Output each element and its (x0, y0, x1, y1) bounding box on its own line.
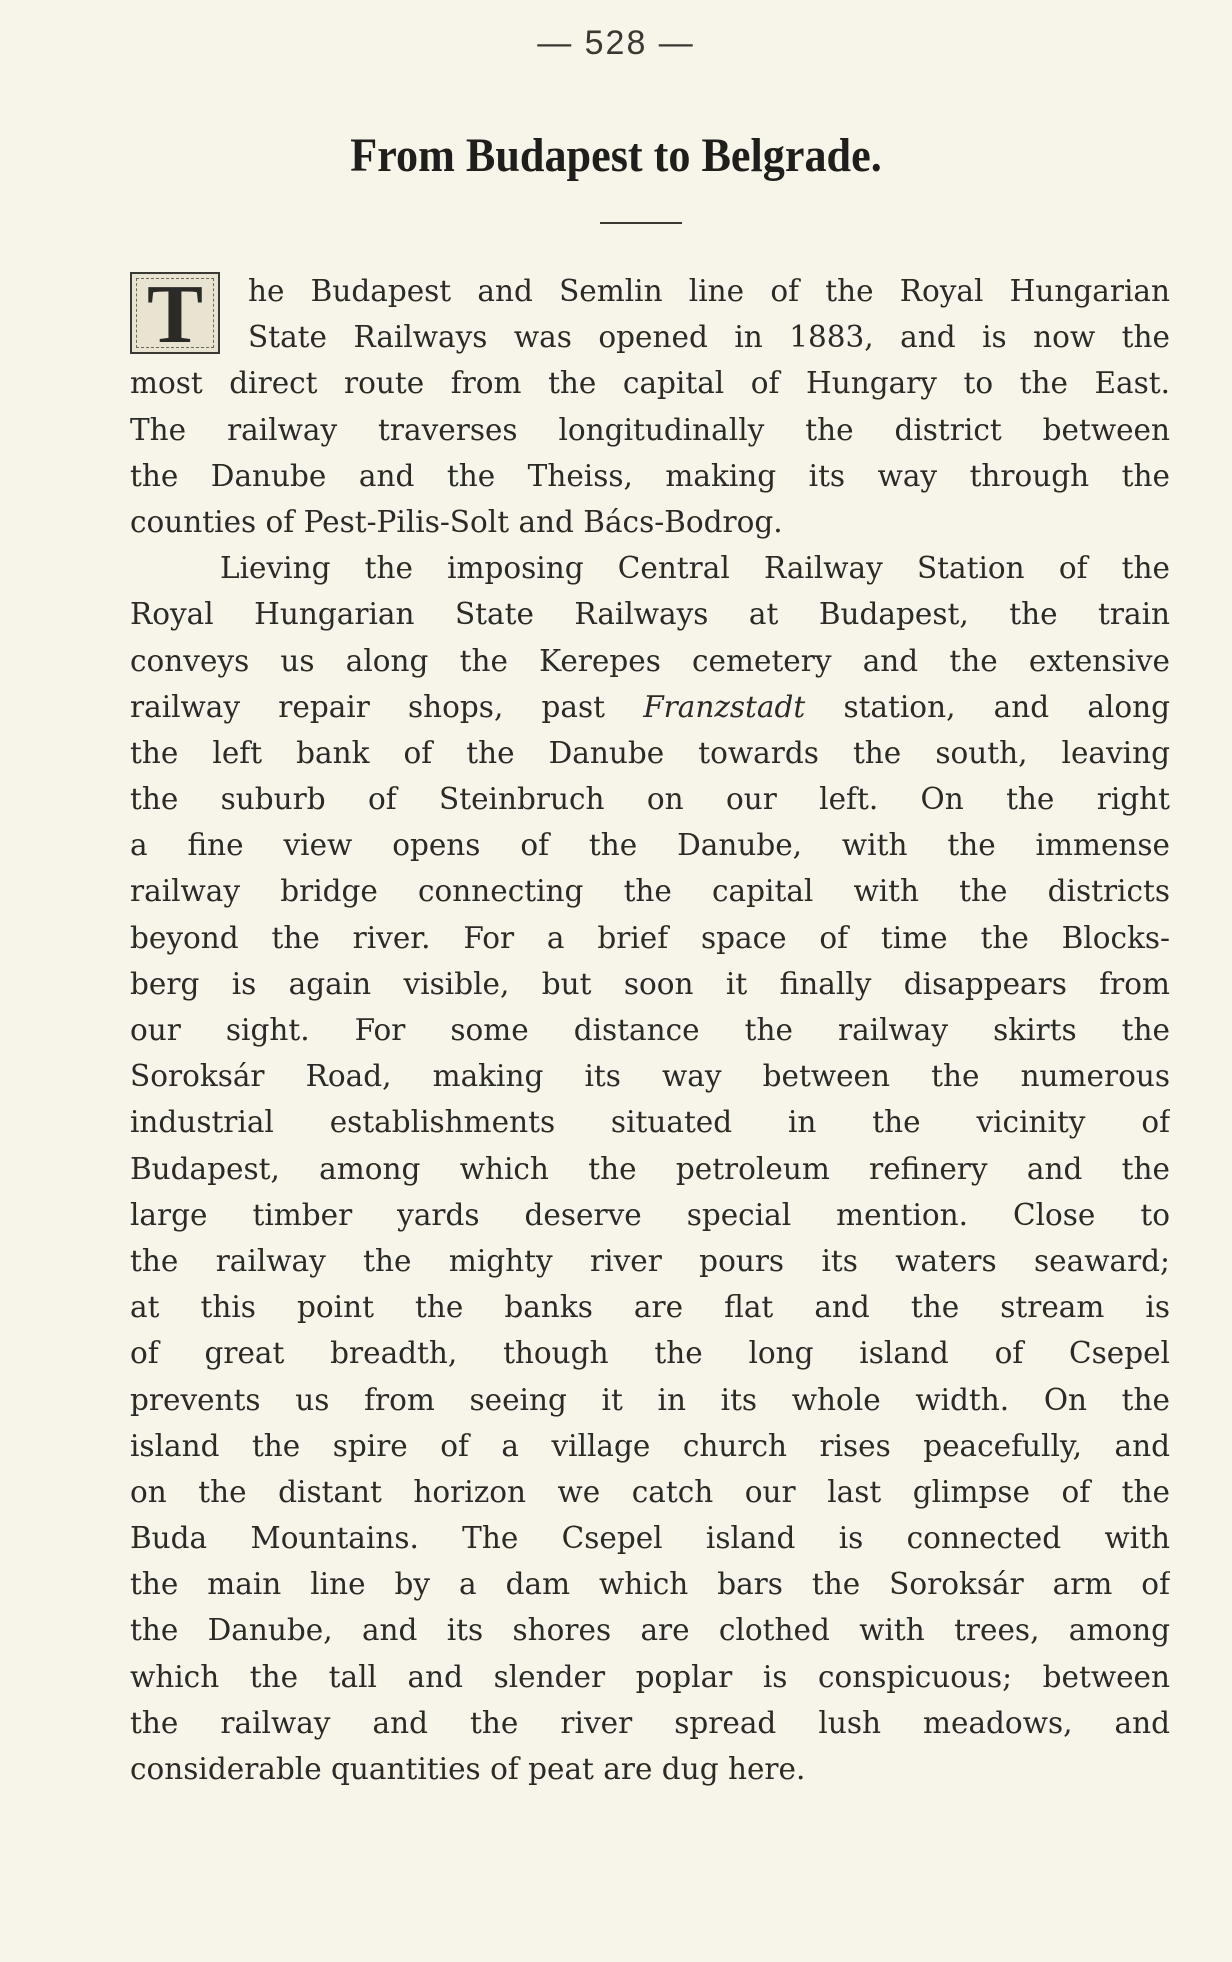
page-number: — 528 — (537, 24, 695, 62)
text-line: Lieving the imposing Central Railway Station of the (220, 551, 1170, 586)
text-line: of great breadth, though the long island of Csepel (130, 1336, 1170, 1371)
text-line: Royal Hungarian State Railways at Budapest, the train (130, 597, 1170, 632)
text-line: large timber yards deserve special mention. Close to (130, 1197, 1170, 1232)
text-line: State Railways was opened in 1883, and is now the (248, 320, 1170, 355)
text-line-mixed (130, 684, 1170, 730)
text-line: considerable quantities of peat are dug here. (130, 1752, 806, 1786)
text-line: the Danube and the Theiss, making its way through the (130, 458, 1170, 493)
text-line: most direct route from the capital of Hungary to the East. (130, 366, 1170, 401)
text-line: railway bridge connecting the capital with the districts (130, 874, 1170, 909)
title-divider (600, 222, 682, 224)
text-span: station, and along (843, 689, 1170, 724)
text-line: the railway and the river spread lush meadows, and (130, 1705, 1170, 1740)
text-line: the main line by a dam which bars the Soroksár arm of (130, 1567, 1170, 1602)
page-title: From Budapest to Belgrade. (350, 129, 882, 182)
text-line: which the tall and slender poplar is conspicuous; between (130, 1659, 1170, 1694)
text-span: railway repair shops, past (130, 689, 605, 724)
text-line: island the spire of a village church rises peacefully, and (130, 1428, 1170, 1463)
drop-cap-letter: T (146, 272, 204, 354)
text-line: the left bank of the Danube towards the south, leaving (130, 735, 1170, 770)
text-line: he Budapest and Semlin line of the Royal Hungarian (248, 274, 1170, 308)
text-line: conveys us along the Kerepes cemetery and the extensive (130, 643, 1170, 678)
text-line: berg is again visible, but soon it finally disappears from (130, 966, 1170, 1001)
text-line: on the distant horizon we catch our last glimpse of the (130, 1474, 1170, 1509)
body-text (130, 268, 1170, 1792)
text-line: a fine view opens of the Danube, with the immense (130, 828, 1170, 863)
text-line: the Danube, and its shores are clothed with trees, among (130, 1613, 1170, 1648)
text-line: Buda Mountains. The Csepel island is connected with (130, 1521, 1170, 1556)
text-line: Soroksár Road, making its way between the numerous (130, 1059, 1170, 1094)
text-line: counties of Pest-Pilis-Solt and Bács-Bodrog. (130, 504, 783, 539)
text-line: The railway traverses longitudinally the district between (130, 412, 1170, 447)
text-line: beyond the river. For a brief space of time the Blocks- (130, 920, 1170, 955)
text-line: industrial establishments situated in the vicinity of (130, 1105, 1170, 1140)
italic-place-name: Franzstadt (643, 689, 806, 724)
text-line: prevents us from seeing it in its whole width. On the (130, 1382, 1170, 1417)
text-line: Budapest, among which the petroleum refinery and the (130, 1151, 1170, 1186)
text-line: the railway the mighty river pours its waters seaward; (130, 1243, 1170, 1278)
text-line: our sight. For some distance the railway skirts the (130, 1013, 1170, 1047)
text-line: the suburb of Steinbruch on our left. On the right (130, 782, 1170, 817)
text-line: at this point the banks are flat and the stream is (130, 1290, 1170, 1325)
